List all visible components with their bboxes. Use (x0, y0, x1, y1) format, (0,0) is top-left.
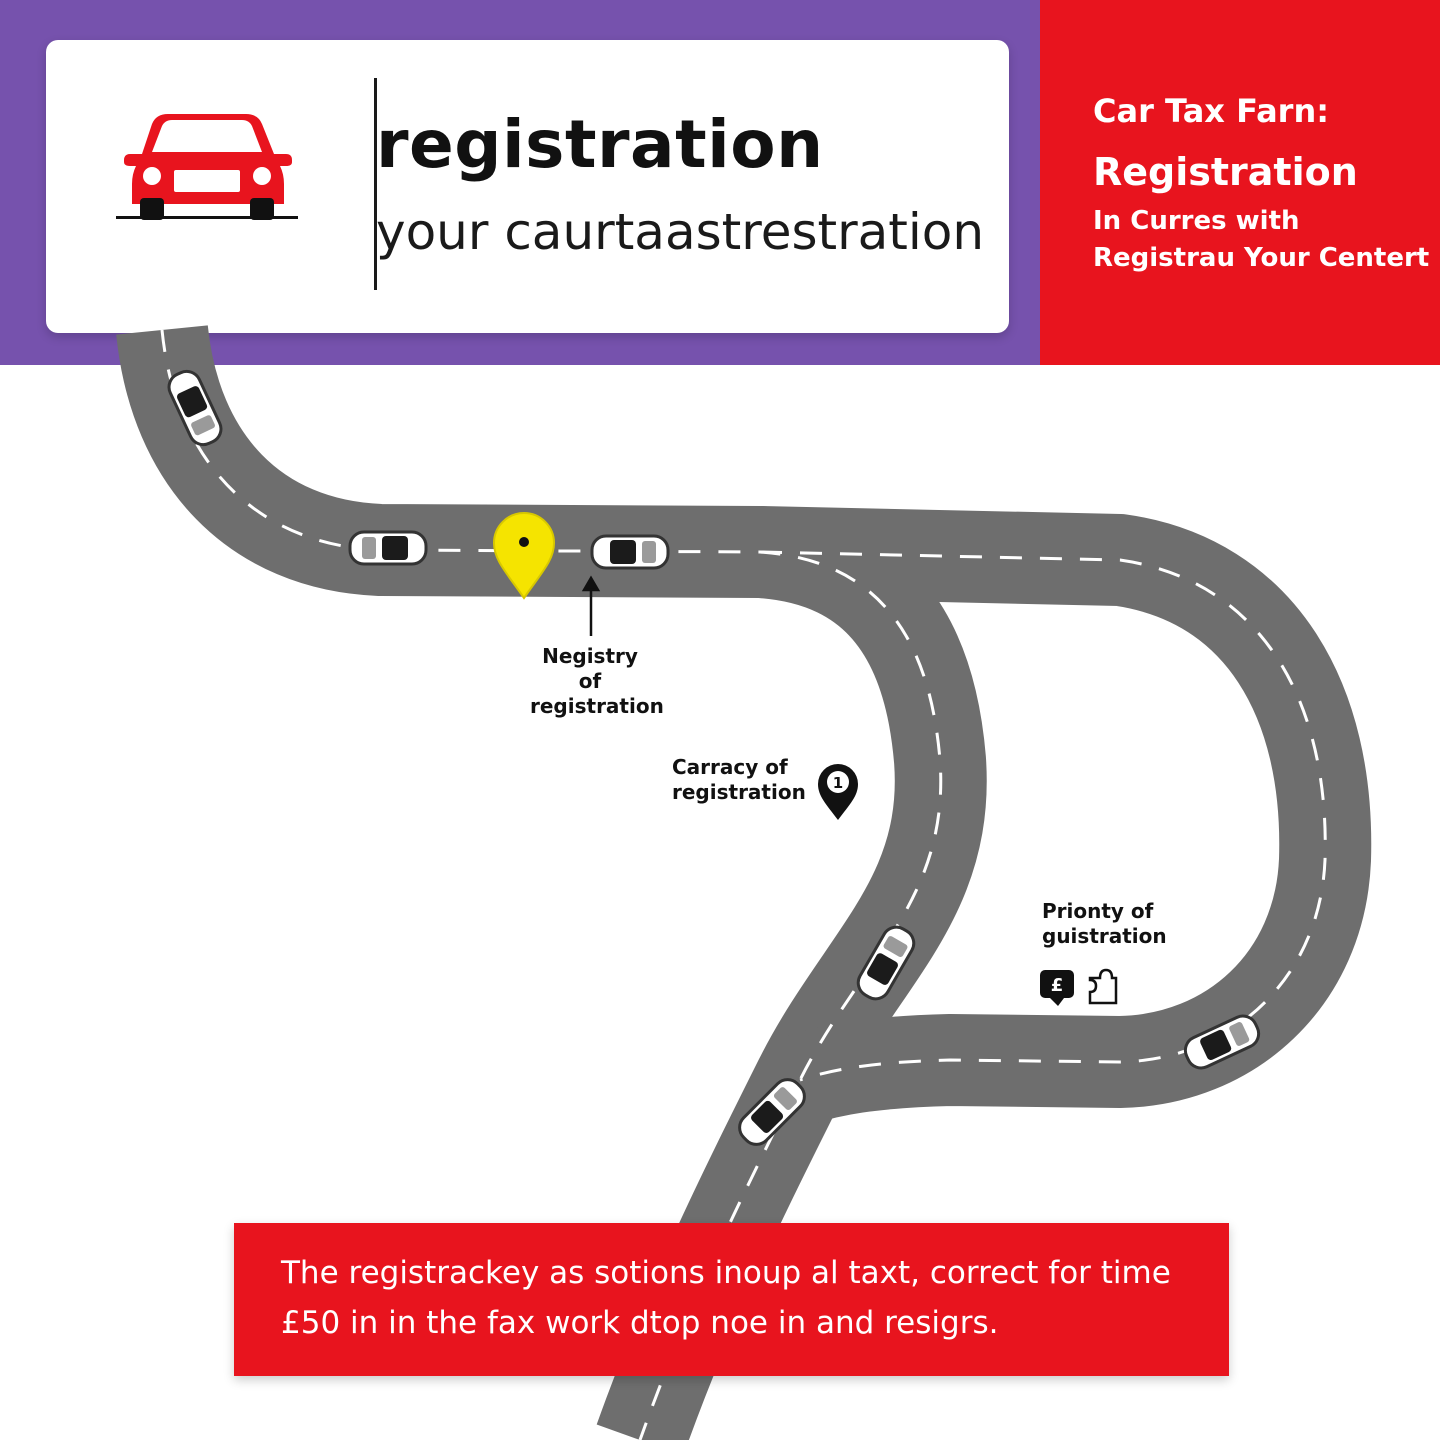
pin-label-priority: Prionty of guistration (1042, 899, 1167, 948)
footer-line-1: The registrackey as sotions inoup al taxt, correct for time (281, 1255, 1171, 1291)
puzzle-icon (1090, 970, 1116, 1003)
arrow-up-icon (584, 578, 598, 636)
side-panel-line-1: In Curres with (1093, 206, 1300, 236)
side-panel-line-2: Registrau Your Centert (1093, 243, 1430, 273)
car-2 (350, 532, 426, 564)
footer-line-2: £50 in in the fax work dtop noe in and resigrs. (281, 1305, 999, 1341)
side-panel-title: Registration (1093, 150, 1358, 194)
car-3 (592, 536, 668, 568)
pin-label-carracy: Carracy of registration (672, 755, 806, 804)
svg-text:£: £ (1050, 975, 1064, 996)
footer-banner (234, 1223, 1229, 1376)
side-panel-heading: Car Tax Farn: (1093, 92, 1330, 130)
pound-chat-icon (1040, 970, 1074, 1006)
pin-label-registry: Negistry of registration (530, 644, 664, 718)
pin-number: 1 (832, 774, 844, 792)
page-title: registration (376, 106, 824, 183)
numbered-location-pin-icon (818, 764, 858, 820)
page-subtitle: your caurtaastrestration (376, 203, 985, 261)
